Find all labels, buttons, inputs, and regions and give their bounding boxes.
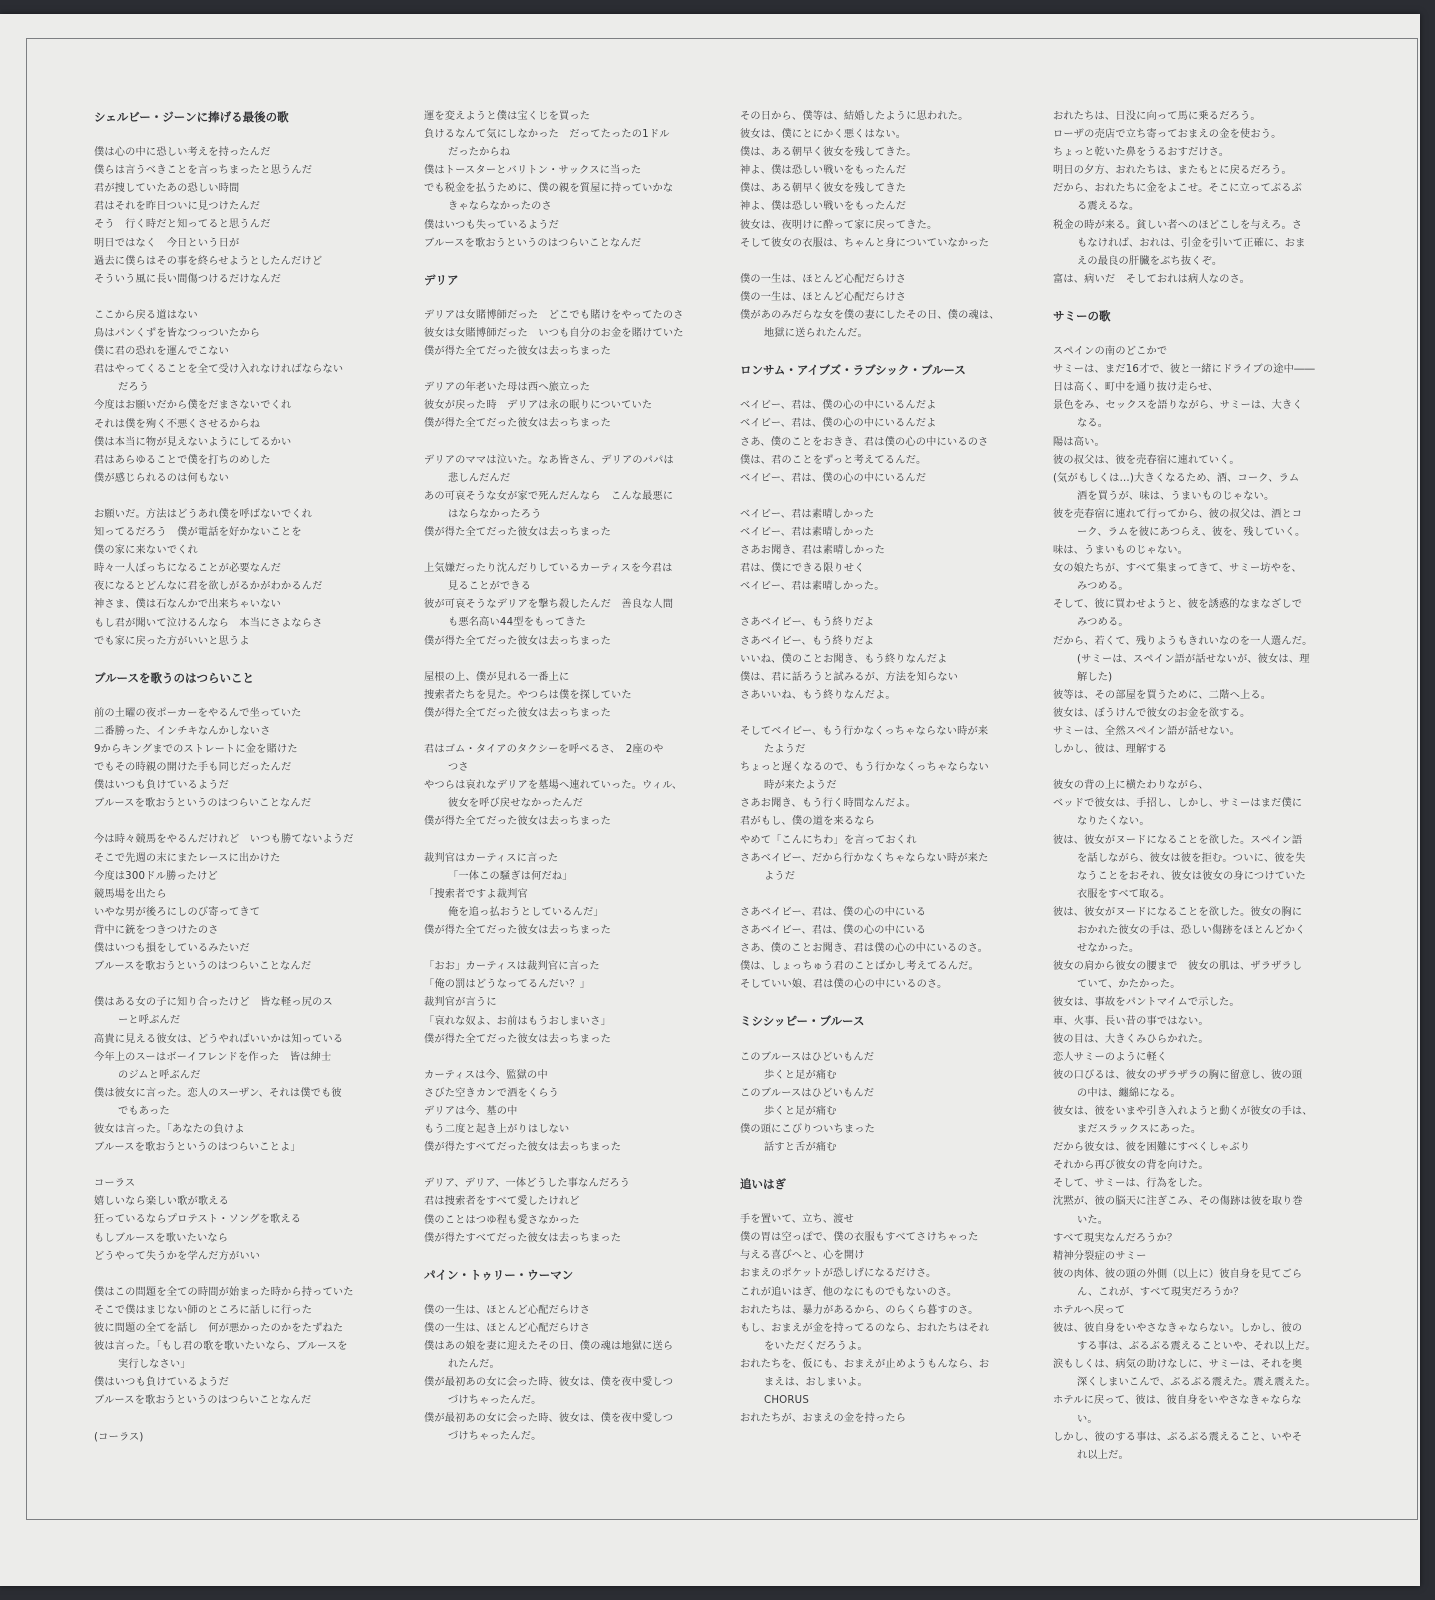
lyric-line: そしてベイビー、もう行かなくっちゃならない時が来 (740, 726, 989, 737)
lyric-line: せなかった。 (1077, 943, 1140, 955)
lyric-line: いいね、僕のことお聞き、もう終りなんだよ (740, 653, 948, 665)
lyric-line: 彼を売春宿に連れて行ってから、彼の叔父は、酒とコ (1053, 508, 1303, 520)
lyric-line: 彼女の背の上に横たわりながら、 (1053, 780, 1209, 792)
lyric-line: 君は捜索者をすべて愛したけれど (424, 1196, 580, 1208)
lyric-line: 僕が得た全てだった彼女は去っちまった (424, 707, 611, 719)
lyric-line: しかし、彼のする事は、ぶるぶる震えること、いやそ (1053, 1431, 1303, 1443)
lyric-line: ホテルへ戻って (1053, 1305, 1126, 1316)
lyric-line: 僕はいつも負けているようだ (94, 1377, 230, 1389)
lyric-line: 僕は、ある朝早く彼女を残してきた (740, 183, 907, 195)
lyric-line: 僕が最初あの女に会った時、彼女は、僕を夜中愛しつ (424, 1413, 674, 1425)
song-title: ブルースを歌うのはつらいこと (94, 670, 254, 685)
lyric-line: さびた空きカンで酒をくらう (424, 1087, 560, 1099)
lyric-line: もし君が聞いて泣けるんなら 本当にさよならさ (94, 617, 323, 629)
lyric-line: 彼女が戻った時 デリアは永の眠りについていた (424, 400, 653, 412)
lyric-line: ちょっと遅くなるので、もう行かなくっちゃならない (740, 762, 989, 774)
lyric-line: おれたちは、暴力があるから、のらくら暮すのさ。 (740, 1304, 979, 1316)
lyric-line: そして、彼に買わせようと、彼を誘惑的なまなざしで (1053, 599, 1303, 611)
lyric-line: 前の土曜の夜ポーカーをやるんで坐っていた (94, 707, 302, 719)
lyric-line: 僕が得た全てだった彼女は去っちまった (424, 346, 611, 358)
lyric-line: なる。 (1077, 418, 1109, 430)
lyric-line: (サミーは、スペイン語が話せないが、彼女は、理 (1077, 653, 1310, 665)
lyric-line: 僕は、ある朝早く彼女を残してきた。 (740, 147, 917, 159)
lyric-line: ブルースを歌おうというのはつらいことよ」 (94, 1142, 301, 1154)
lyric-line: ーク、ラムを彼にあつらえ、彼を、残していく。 (1077, 526, 1306, 538)
lyric-line: 彼女は女賭博師だった いつも自分のお金を賭けていた (424, 327, 684, 339)
lyric-line: つさ (448, 762, 469, 774)
lyric-line: 地獄に送られたんだ。 (764, 328, 868, 340)
song-title: 追いはぎ (740, 1177, 786, 1192)
lyric-line: でも税金を払うために、僕の親を質屋に持っていかな (424, 183, 674, 195)
lyrics-column (424, 108, 732, 1447)
lyric-line: ブルースを歌おうというのはつらいことなんだ (94, 1395, 312, 1407)
lyric-line: 今年上のスーはボーイフレンドを作った 皆は紳士 (94, 1051, 332, 1063)
lyric-line: 僕が最初あの女に会った時、彼女は、僕を夜中愛しつ (424, 1377, 674, 1389)
lyric-line: する事は、ぶるぶる震えることいや、それ以上だ。 (1077, 1341, 1316, 1353)
lyric-line: ベイビー、君は、僕の心の中にいるんだよ (740, 400, 937, 412)
lyric-line: ベイビー、君は、僕の心の中にいるんだよ (740, 418, 937, 430)
lyric-line: 味は、うまいものじゃない。 (1053, 545, 1189, 557)
lyric-line: る震えるな。 (1077, 201, 1140, 213)
lyric-line: 彼に問題の全てを話し 何が悪かったのかをたずねた (94, 1323, 344, 1334)
lyric-line: 負けるなんて気にしなかった だってたったの1ドル (424, 129, 670, 141)
lyric-line: もし、おまえが金を持ってるのなら、おれたちはそれ (740, 1322, 990, 1334)
lyric-line: 彼女は、事故をパントマイムで示した。 (1053, 997, 1240, 1009)
lyric-line: (気がもしくは…)大きくなるため、酒、コーク、ラム (1053, 472, 1300, 484)
lyric-line: おれたちを、仮にも、おまえが止めようもんなら、お (740, 1358, 990, 1370)
lyric-line: 背中に銃をつきつけたのさ (94, 924, 219, 936)
lyric-line: デリア、デリア、一体どうした事なんだろう (424, 1178, 631, 1190)
lyric-line: 彼女は、彼をいまや引き入れようと動くが彼女の手は、 (1053, 1105, 1313, 1117)
lyric-line: 彼の口びるは、彼女のザラザラの胸に留意し、彼の頭 (1053, 1069, 1303, 1081)
lyric-line: 彼女を呼び戻せなかったんだ (448, 798, 584, 810)
lyric-line: 僕が得た全てだった彼女は去っちまった (424, 925, 611, 937)
lyric-line: 狂っているならプロテスト・ソングを歌える (94, 1214, 302, 1226)
lyric-line: 恋人サミーのように軽く (1053, 1051, 1168, 1063)
lyric-line: CHORUS (764, 1395, 809, 1407)
lyric-line: まえは、おしまいよ。 (764, 1377, 868, 1388)
lyric-line: 実行しなさい」 (118, 1359, 191, 1371)
lyric-line: 今度はお願いだから僕をだまさないでくれ (94, 400, 292, 412)
lyric-line: 捜索者たちを見た。やつらは僕を探していた (424, 689, 632, 701)
lyric-line: い。 (1077, 1413, 1098, 1425)
lyric-line: を話しながら、彼女は彼を拒む。ついに、彼を失 (1077, 852, 1306, 864)
lyric-line: デリアのママは泣いた。なあ皆さん、デリアのパパは (424, 454, 674, 466)
lyric-line: 神よ、僕は恐しい戦いをもったんだ (740, 165, 907, 177)
lyric-line: なりたくない。 (1077, 816, 1150, 828)
lyric-line: ようだ (764, 870, 796, 882)
lyric-line: それから再び彼女の背を向けた。 (1053, 1160, 1209, 1172)
lyric-line: 神さま、僕は石なんかで出来ちゃいない (94, 599, 281, 611)
lyric-line: だろう (118, 382, 150, 394)
lyric-line: あの可哀そうな女が家で死んだんなら こんな最悪に (424, 490, 674, 502)
lyric-line: 俺を追っ払おうとしているんだ」 (448, 906, 604, 918)
lyric-line: ベイビー、君は素晴しかった。 (740, 581, 885, 593)
lyric-line: 僕は本当に物が見えないようにしてるかい (94, 436, 292, 448)
lyric-line: ちょっと乾いた鼻をうるおすだけさ。 (1053, 147, 1230, 159)
lyric-line: 彼が可哀そうなデリアを撃ち殺したんだ 善良な人間 (424, 599, 674, 611)
lyric-line: 僕の頭にこびりついちまった (740, 1123, 876, 1135)
lyric-line: おまえのポケットが恐しげになるだけさ。 (740, 1268, 937, 1280)
lyric-line: 君はそれを昨日ついに見つけたんだ (94, 201, 261, 213)
lyric-line: 明日ではなく 今日という日が (94, 237, 240, 249)
lyric-line: ん、これが、すべて現実だろうか？ (1077, 1286, 1244, 1298)
lyric-line: 僕は、しょっちゅう君のことばかし考えてるんだ。 (740, 961, 979, 973)
lyric-line: どうやって失うかを学んだ方がいい (94, 1250, 261, 1262)
lyric-line: おれたちが、おまえの金を持ったら (740, 1413, 907, 1425)
lyric-line: 沈黙が、彼の脳天に注ぎこみ、その傷跡は彼を取り巻 (1053, 1196, 1303, 1208)
lyric-line: 税金の時が来る。貧しい者へのほどこしを与えろ。さ (1053, 219, 1303, 231)
lyric-line: 僕はあの娘を妻に迎えたその日、僕の魂は地獄に送ら (424, 1341, 674, 1352)
lyric-line: 歩くと足が痛む (764, 1105, 837, 1117)
lyric-line: さあお聞き、君は素晴しかった (740, 545, 886, 557)
lyric-line: 彼女は、夜明けに酔って家に戻ってきた。 (740, 219, 938, 231)
lyric-line: 「おお」カーティスは裁判官に言った (424, 961, 600, 973)
song-title: ロンサム・アイブズ・ラブシック・ブルース (740, 363, 966, 378)
lyric-line: 彼女は言った。「あなたの負けよ (94, 1123, 245, 1135)
lyric-line: その日から、僕等は、結婚したように思われた。 (740, 111, 969, 122)
lyric-line: 衣服をすべて取る。 (1077, 888, 1171, 900)
lyric-line: スペインの南のどこかで (1053, 346, 1168, 358)
lyric-line: でもあった (118, 1105, 170, 1117)
lyric-line: このブルースはひどいもんだ (740, 1051, 875, 1063)
lyric-line: れたんだ。 (448, 1359, 500, 1371)
lyric-line: いやな男が後ろにしのび寄ってきて (94, 906, 261, 918)
lyric-line: 僕が得た全てだった彼女は去っちまった (424, 1033, 611, 1045)
lyric-line: はならなかったろう (448, 508, 542, 520)
lyric-line: さあベイビー、だから行かなくちゃならない時が来た (740, 852, 989, 864)
lyric-line: 「一体この騒ぎは何だね」 (448, 870, 573, 882)
lyric-line: ここから戻る道はない (94, 309, 198, 321)
lyric-line: 日は高く、町中を通り抜け走らせ、 (1053, 382, 1219, 394)
lyric-line: 今は時々競馬をやるんだけれど いつも勝てないようだ (94, 834, 354, 846)
lyric-line: 陽は高い。 (1053, 436, 1105, 448)
lyric-line: おれたちは、日没に向って馬に乗るだろう。 (1053, 111, 1261, 122)
lyric-line: きゃならなかったのさ (448, 201, 552, 213)
lyric-line: ーと呼ぶんだ (118, 1015, 181, 1027)
lyric-line: 僕の一生は、ほとんど心配だらけさ (424, 1322, 591, 1334)
lyric-line: づけちゃったんだ。 (448, 1431, 542, 1443)
lyric-line: でも家に戻った方がいいと思うよ (94, 635, 250, 647)
lyric-line: 君はやってくることを全て受け入れなければならない (94, 364, 344, 376)
lyric-line: 高貴に見える彼女は、どうやればいいかは知っている (94, 1033, 344, 1045)
lyric-line: もなければ、おれは、引金を引いて正確に、おま (1077, 237, 1306, 249)
lyric-line: 歩くと足が痛む (764, 1069, 837, 1081)
lyric-line: 彼等は、その部屋を買うために、二階へ上る。 (1053, 689, 1272, 701)
lyric-line: 彼の肉体、彼の頭の外側（以上に）彼自身を見てごら (1053, 1268, 1303, 1280)
lyric-line: そしていい娘、君は僕の心の中にいるのさ。 (740, 979, 948, 991)
lyric-line: 夜になるとどんなに君を欲しがるかがわかるんだ (94, 581, 323, 593)
lyric-line: をいただくだろうよ。 (764, 1340, 868, 1352)
lyric-line: そういう風に長い間傷つけるだけなんだ (94, 273, 281, 285)
lyric-line: さあベイビー、もう終りだよ (740, 617, 875, 629)
lyric-line: 彼は、彼女がヌードになることを欲した。スペイン語 (1053, 834, 1303, 846)
lyric-line: のジムと呼ぶんだ (118, 1069, 201, 1081)
lyric-line: デリアの年老いた母は西へ旅立った (424, 382, 591, 394)
lyric-line: 僕が得たすべてだった彼女は去っちまった (424, 1142, 622, 1154)
lyric-line: 「哀れな奴よ、お前はもうおしまいさ」 (424, 1015, 611, 1027)
lyric-line: 彼は、彼女がヌードになることを欲した。彼女の胸に (1053, 906, 1303, 918)
lyric-line: もしブルースを歌いたいなら (94, 1232, 229, 1244)
lyric-line: サミーは、全然スペイン語が話せない。 (1053, 726, 1240, 737)
lyric-line: 二番勝った、インチキなんかしないさ (94, 725, 271, 737)
lyric-line: これが追いはぎ、他のなにものでもないのさ。 (740, 1286, 958, 1298)
lyric-line: ブルースを歌おうというのはつらいことなんだ (94, 798, 312, 810)
lyric-line: 解した) (1077, 671, 1113, 683)
lyric-line: ベイビー、君は素晴しかった (740, 508, 875, 520)
lyric-line: 僕はいつも失っているようだ (424, 219, 560, 231)
lyric-line: の中は、纏綿になる。 (1077, 1087, 1181, 1099)
lyric-line: ベイビー、君は素晴しかった (740, 526, 875, 538)
lyric-line: 君が捜していたあの恐しい時間 (94, 183, 240, 195)
lyric-line: そして彼女の衣服は、ちゃんと身についていなかった (740, 237, 990, 249)
lyric-line: 僕が得たすべてだった彼女は去っちまった (424, 1232, 622, 1244)
lyric-line: 女の娘たちが、すべて集まってきて、サミー坊やを、 (1053, 563, 1302, 575)
lyric-line: 時々一人ぼっちになることが必要なんだ (94, 563, 281, 575)
lyric-line: 神よ、僕は恐しい戦いをもったんだ (740, 201, 907, 213)
lyric-line: 酒を買うが、味は、うまいものじゃない。 (1077, 490, 1275, 502)
lyric-line: 僕の家に来ないでくれ (94, 545, 198, 557)
lyric-line: 僕が得た全てだった彼女は去っちまった (424, 418, 611, 430)
lyric-line: 9からキングまでのストレートに金を賭けた (94, 744, 298, 755)
lyric-line: だから、おれたちに金をよこせ。そこに立ってぶるぶ (1053, 183, 1302, 195)
lyric-line: 彼女は、僕にとにかく悪くはない。 (740, 129, 907, 141)
lyric-line: 上気嫌だったり沈んだりしているカーティスを今君は (424, 563, 673, 575)
lyric-line: このブルースはひどいもんだ (740, 1087, 875, 1099)
lyric-line: みつめる。 (1077, 581, 1129, 593)
lyric-line: 僕はこの問題を全ての時間が始まった時から持っていた (94, 1286, 354, 1298)
lyric-line: 富は、病いだ そしておれは病人なのさ。 (1053, 273, 1250, 285)
lyric-line: さあお聞き、もう行く時間なんだよ。 (740, 798, 917, 810)
lyric-line: えの最良の肝臓をぶち抜くぞ。 (1077, 255, 1223, 267)
lyric-line: ブルースを歌おうというのはつらいことなんだ (94, 961, 312, 973)
lyric-line: 君は、僕にできる限りせく (740, 563, 865, 575)
lyric-line: 僕の一生は、ほとんど心配だらけさ (740, 291, 907, 303)
lyric-line: 僕は、君に話ろうと試みるが、方法を知らない (740, 671, 959, 683)
lyric-line: 僕はいつも損をしているみたいだ (94, 943, 250, 955)
lyric-line: 僕はいつも負けているようだ (94, 780, 230, 792)
lyric-line: そして、サミーは、行為をした。 (1053, 1178, 1209, 1190)
lyric-line: みつめる。 (1077, 617, 1129, 629)
lyric-line: 君はあらゆることで僕を打ちのめした (94, 454, 271, 466)
lyric-line: ブルースを歌おうというのはつらいことなんだ (424, 237, 642, 249)
song-title: デリア (424, 272, 459, 287)
lyric-sheet (0, 14, 1420, 1586)
lyric-line: 裁判官はカーティスに言った (424, 852, 559, 864)
lyric-line: 知ってるだろう 僕が電話を好かないことを (94, 527, 302, 539)
lyric-line: 深くしまいこんで、ぶるぶる震えた。震え震えた。 (1077, 1377, 1316, 1389)
lyric-line: 彼の叔父は、彼を売春宿に連れていく。 (1053, 454, 1240, 466)
lyric-line: 僕は彼女に言った。恋人のスーザン、それは僕でも彼 (94, 1087, 342, 1099)
lyric-line: そう 行く時だと知ってると思うんだ (94, 219, 271, 231)
lyric-line: ベッドで彼女は、手招し、しかし、サミーはまだ僕に (1053, 798, 1303, 810)
lyric-line: それは僕を殉く不悪くさせるからね (94, 418, 261, 430)
lyric-line: なうことをおそれ、彼女は彼女の身につけていた (1077, 870, 1306, 882)
lyric-line: 涙もしくは、病気の助けなしに、サミーは、それを奥 (1053, 1359, 1303, 1371)
lyric-line: さあベイビー、もう終りだよ (740, 635, 875, 647)
lyric-line: 屋根の上、僕が見れる一番上に (424, 671, 570, 683)
lyric-line: 景色をみ、セックスを語りながら、サミーは、大きく (1053, 400, 1303, 412)
lyric-line: デリアは今、墓の中 (424, 1105, 518, 1117)
lyric-line: 手を置いて、立ち、渡せ (740, 1214, 855, 1226)
lyric-line: カーティスは今、監獄の中 (424, 1069, 548, 1081)
lyric-line: サミーは、まだ16才で、彼と一緒にドライブの途中―― (1053, 364, 1315, 376)
lyric-line: 鳥はパンくずを皆なつっついたから (94, 328, 261, 340)
lyric-line: すべて現実なんだろうか？ (1053, 1232, 1178, 1244)
lyric-line: 彼は、彼自身をいやさなきゃならない。しかし、彼の (1053, 1323, 1303, 1335)
lyric-line: さあベイビー、君は、僕の心の中にいる (740, 925, 927, 937)
lyric-line: 悲しんだんだ (448, 472, 511, 484)
lyric-line: 僕が得た全てだった彼女は去っちまった (424, 816, 611, 828)
lyric-line: 君はゴム・タイアのタクシーを呼べるさ、 2座のや (424, 744, 664, 756)
lyrics-column (94, 108, 402, 1447)
lyric-line: 僕の一生は、ほとんど心配だらけさ (424, 1304, 591, 1316)
song-title: パイン・トゥリー・ウーマン (424, 1267, 574, 1282)
lyric-line: ていて、かたかった。 (1077, 979, 1181, 991)
lyric-line: ホテルに戻って、彼は、彼自身をいやさなきゃならな (1053, 1395, 1302, 1407)
lyric-line: そこで僕はまじない師のところに話しに行った (94, 1304, 313, 1316)
lyric-line: 僕のことはつゆ程も愛さなかった (424, 1214, 580, 1226)
lyric-line: コーラス (94, 1178, 136, 1190)
lyric-line: 僕があのみだらな女を僕の妻にしたその日、僕の魂は、 (740, 310, 1000, 322)
lyric-line: 彼の目は、大きくみひらかれた。 (1053, 1033, 1209, 1045)
lyrics-column (1053, 108, 1361, 1465)
lyric-line: 僕が感じられるのは何もない (94, 472, 230, 484)
lyric-line: 僕が得た全てだった彼女は去っちまった (424, 526, 611, 538)
lyric-line: やつらは哀れなデリアを墓場へ連れていった。ウィル、 (424, 780, 683, 792)
lyric-line: づけちゃったんだ。 (448, 1395, 542, 1407)
lyric-line: おかれた彼女の手は、恐しい傷跡をほとんどかく (1077, 925, 1306, 937)
lyric-line: 彼女は、ぼうけんで彼女のお金を欲する。 (1053, 707, 1251, 719)
lyric-line: だから彼女は、彼を困難にすべくしゃぶり (1053, 1142, 1251, 1154)
lyric-line: さあいいね、もう終りなんだよ。 (740, 689, 896, 701)
lyric-line: 嬉しいなら楽しい歌が歌える (94, 1196, 230, 1208)
lyric-line: でもその時親の開けた手も同じだったんだ (94, 762, 292, 774)
lyric-line: 今度は300ドル勝ったけど (94, 870, 218, 882)
lyric-line: 僕の胃は空っぽで、僕の衣服もすべてさけちゃった (740, 1232, 979, 1244)
lyric-line: 君がもし、僕の道を来るなら (740, 816, 876, 828)
lyric-line: 時が来たようだ (764, 780, 837, 792)
lyric-line: 彼は言った。「もし君の歌を歌いたいなら、ブルースを (94, 1341, 348, 1353)
lyric-line: 車、火事、長い昔の事ではない。 (1053, 1015, 1209, 1027)
lyric-line: も悪名高い44型をもってきた (448, 617, 587, 629)
lyric-line: 過去に僕らはその事を終らせようとしたんだけど (94, 255, 323, 267)
lyric-line: 彼女の肩から彼女の腰まで 彼女の肌は、ザラザラし (1053, 961, 1303, 973)
lyric-line: だから、若くて、残りようもきれいなのを一人選んだ。 (1053, 635, 1313, 647)
lyric-line: お願いだ。方法はどうあれ僕を呼ばないでくれ (94, 508, 313, 520)
lyric-line: そこで先週の末にまたレースに出かけた (94, 852, 281, 864)
lyric-line: 精神分裂症のサミー (1053, 1250, 1147, 1262)
lyric-line: 僕に君の恐れを運んでこない (94, 346, 230, 358)
lyric-line: デリアは女賭博師だった どこでも賭けをやってたのさ (424, 309, 684, 321)
lyric-line: さあ、僕のことお聞き、君は僕の心の中にいるのさ。 (740, 943, 989, 955)
lyric-line: 僕らは言うべきことを言っちまったと思うんだ (94, 165, 313, 177)
lyric-line: 「捜索者ですよ裁判官 (424, 888, 528, 900)
lyric-line: だったからね (448, 147, 511, 159)
lyric-line: まだスラックスにあった。 (1077, 1124, 1202, 1136)
lyric-line: 僕の一生は、ほとんど心配だらけさ (740, 273, 907, 285)
lyric-line: 僕は心の中に恐しい考えを持ったんだ (94, 147, 271, 159)
lyric-line: 競馬場を出たら (94, 888, 167, 900)
lyric-line: ローザの売店で立ち寄っておまえの金を使おう。 (1053, 129, 1282, 141)
lyric-line: 運を変えようと僕は宝くじを買った (424, 111, 591, 122)
song-title: ミシシッピー・ブルース (740, 1014, 865, 1029)
lyric-line: ベイビー、君は、僕の心の中にいるんだ (740, 472, 927, 484)
song-title: サミーの歌 (1053, 308, 1111, 323)
lyric-line: やめて「こんにちわ」を言っておくれ (740, 834, 917, 846)
lyric-line: 僕はある女の子に知り合ったけど 皆な軽っ尻のス (94, 997, 333, 1009)
lyric-line: 僕が得た全てだった彼女は去っちまった (424, 635, 611, 647)
lyric-line: たようだ (764, 744, 806, 756)
lyric-line: 見ることができる (448, 581, 532, 593)
lyric-line: さあベイビー、君は、僕の心の中にいる (740, 906, 927, 918)
lyrics-column (740, 108, 1048, 1428)
lyric-line: 裁判官が言うに (424, 997, 497, 1009)
lyric-line: 与える喜びへと、心を開け (740, 1250, 865, 1262)
lyric-line: 「俺の罰はどうなってるんだい？」 (424, 979, 591, 991)
lyric-line: (コーラス) (94, 1431, 144, 1443)
lyric-line: さあ、僕のことをおきき、君は僕の心の中にいるのさ (740, 436, 989, 448)
lyric-line: いた。 (1077, 1214, 1109, 1226)
lyric-line: 話すと舌が痛む (764, 1141, 837, 1153)
lyric-line: もう二度と起き上がりはしない (424, 1124, 570, 1136)
song-title: シェルビー・ジーンに捧げる最後の歌 (94, 110, 289, 124)
lyric-line: しかし、彼は、理解する (1053, 744, 1168, 756)
lyric-line: 僕はトースターとバリトン・サックスに当った (424, 165, 642, 177)
lyric-line: 明日の夕方、おれたちは、またもとに戻るだろう。 (1053, 165, 1292, 177)
lyric-line: れ以上だ。 (1077, 1449, 1129, 1461)
lyric-line: 僕は、君のことをずっと考えてるんだ。 (740, 454, 927, 466)
